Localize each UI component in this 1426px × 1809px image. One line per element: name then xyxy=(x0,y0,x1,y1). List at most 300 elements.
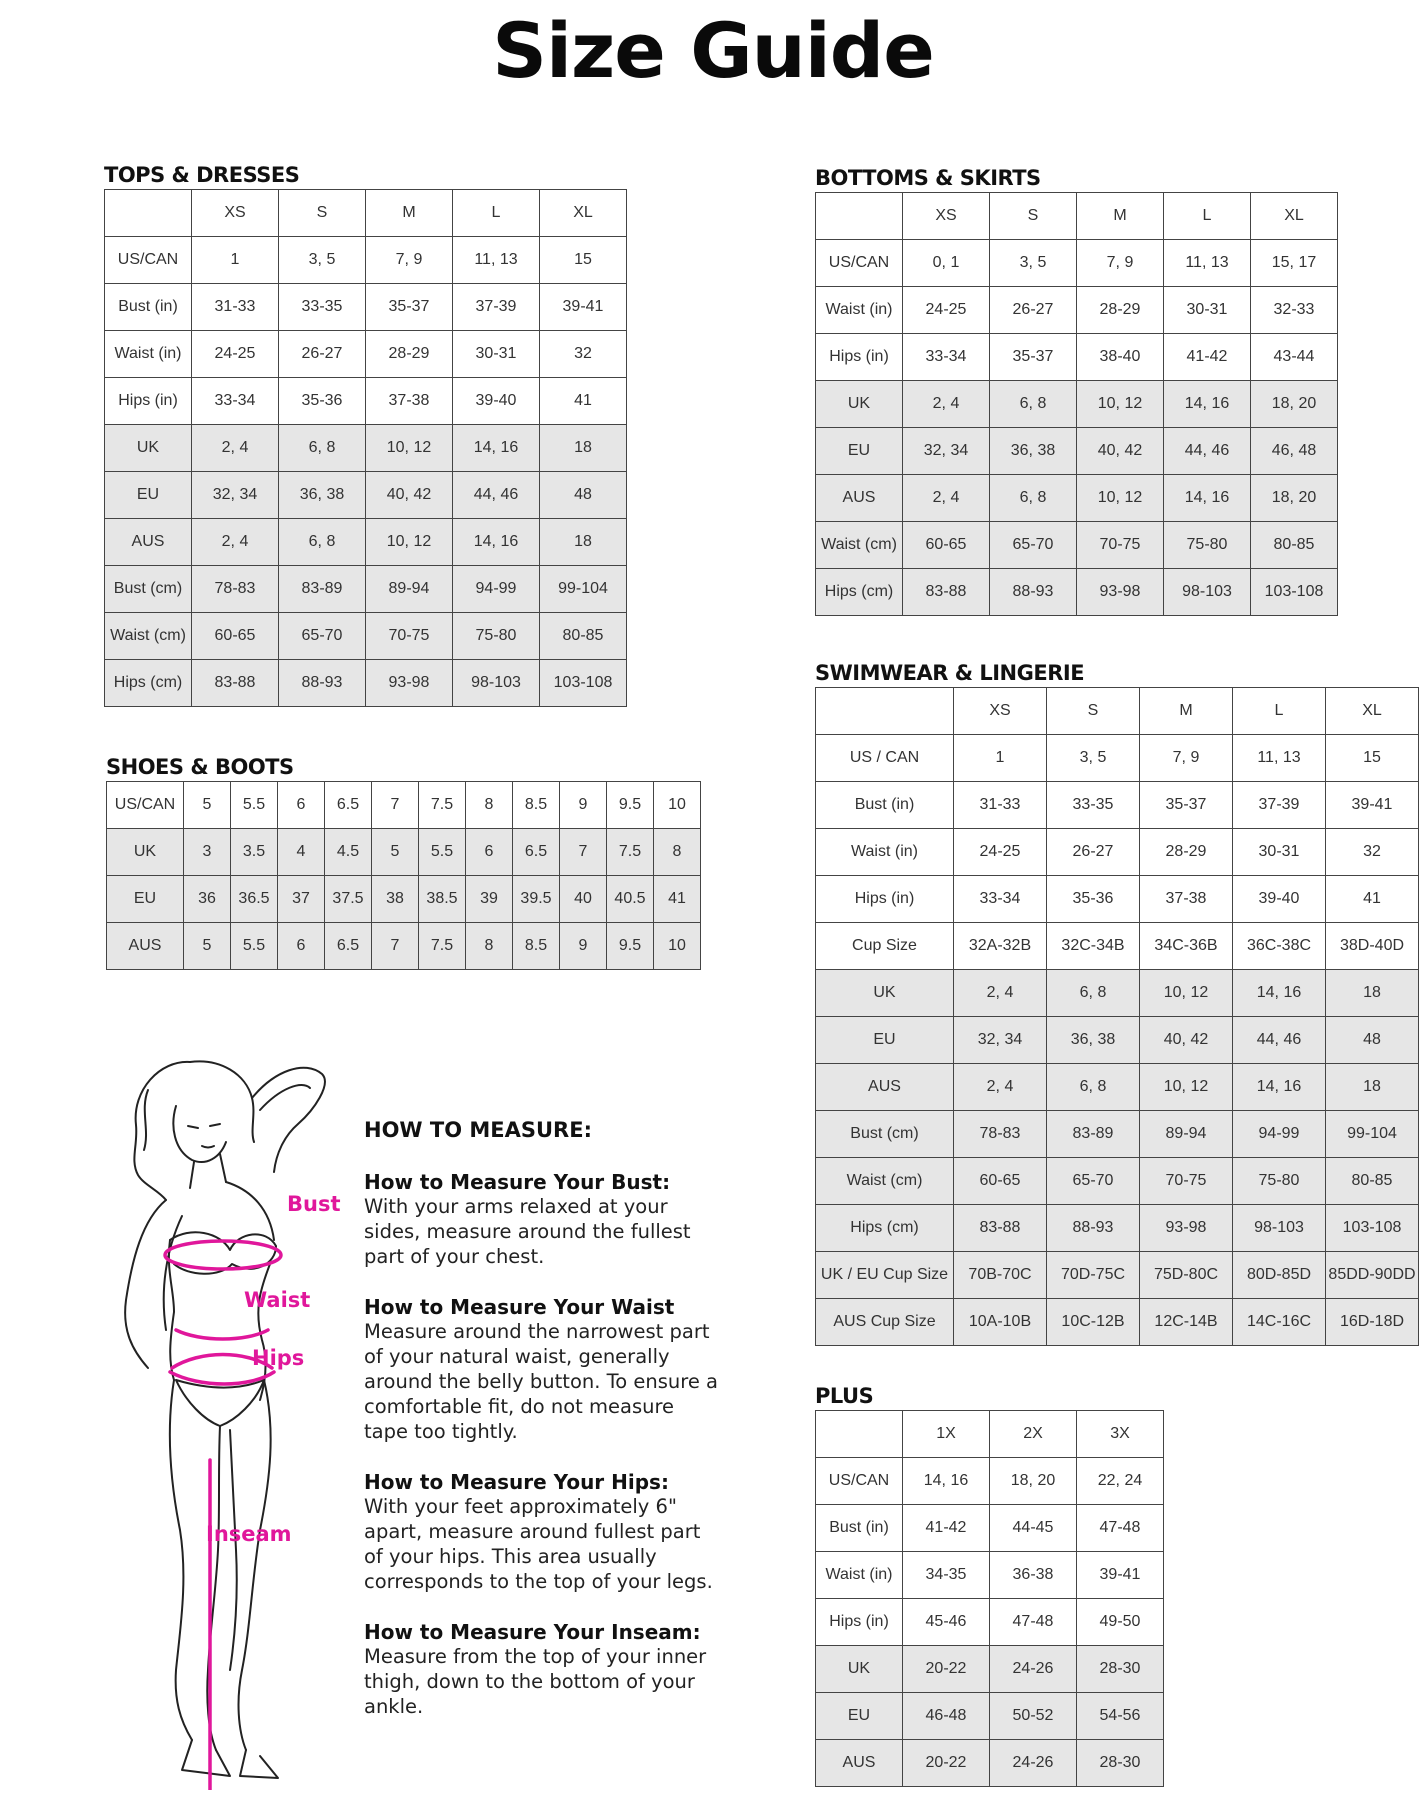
row-label: Bust (cm) xyxy=(105,566,192,613)
table-cell: 39.5 xyxy=(513,876,560,923)
column-header: L xyxy=(453,190,540,237)
table-cell: 28-29 xyxy=(366,331,453,378)
row-label: Bust (in) xyxy=(105,284,192,331)
table-cell: 37-38 xyxy=(1140,876,1233,923)
table-cell: 28-30 xyxy=(1077,1646,1164,1693)
table-row xyxy=(105,566,627,613)
table-cell: 24-26 xyxy=(990,1646,1077,1693)
table-cell: 36C-38C xyxy=(1233,923,1326,970)
table-row xyxy=(816,569,1338,616)
table-cell: 33-35 xyxy=(279,284,366,331)
step-title: How to Measure Your Bust: xyxy=(364,1170,671,1194)
table-cell: 10, 12 xyxy=(366,425,453,472)
bust-instructions xyxy=(364,1170,724,1269)
table-cell: 36.5 xyxy=(231,876,278,923)
waist-label: Waist xyxy=(244,1288,311,1312)
table-cell: 32A-32B xyxy=(954,923,1047,970)
hips-instructions xyxy=(364,1470,724,1594)
table-cell: 14, 16 xyxy=(453,425,540,472)
table-cell: 33-34 xyxy=(192,378,279,425)
body-measurement-figure xyxy=(70,1050,370,1790)
table-cell: 35-36 xyxy=(279,378,366,425)
step-text: Measure from the top of your inner thigh, down to the bottom of your ankle. xyxy=(364,1645,707,1718)
table-cell: 15, 17 xyxy=(1251,240,1338,287)
table-row xyxy=(105,331,627,378)
table-cell: 36, 38 xyxy=(279,472,366,519)
table-cell: 65-70 xyxy=(990,522,1077,569)
table-cell: 24-25 xyxy=(903,287,990,334)
table-cell: 3 xyxy=(184,829,231,876)
table-cell: 75-80 xyxy=(1233,1158,1326,1205)
table-cell: 37-39 xyxy=(453,284,540,331)
table-cell: 38D-40D xyxy=(1326,923,1419,970)
table-row xyxy=(816,1505,1164,1552)
table-row xyxy=(816,334,1338,381)
table-cell: 60-65 xyxy=(903,522,990,569)
table-cell: 6.5 xyxy=(325,923,372,970)
table-cell: 31-33 xyxy=(954,782,1047,829)
row-label: Hips (in) xyxy=(816,1599,903,1646)
row-label: AUS xyxy=(107,923,184,970)
page-title: Size Guide xyxy=(492,6,934,95)
tops-section xyxy=(104,163,627,707)
table-cell: 41-42 xyxy=(1164,334,1251,381)
row-label: AUS xyxy=(816,475,903,522)
table-cell: 8 xyxy=(466,782,513,829)
table-cell: 85DD-90DD xyxy=(1326,1252,1419,1299)
table-cell: 8.5 xyxy=(513,782,560,829)
table-cell: 44, 46 xyxy=(1164,428,1251,475)
column-header: XS xyxy=(903,193,990,240)
table-row xyxy=(816,1252,1419,1299)
table-cell: 5.5 xyxy=(231,782,278,829)
inseam-label: Inseam xyxy=(206,1522,292,1546)
table-row xyxy=(105,613,627,660)
table-cell: 26-27 xyxy=(279,331,366,378)
row-label: Waist (in) xyxy=(816,287,903,334)
step-text: With your feet approximately 6" apart, measure around fullest part of your hips. This area usually corresponds to the top of your legs. xyxy=(364,1495,713,1593)
row-label: AUS Cup Size xyxy=(816,1299,954,1346)
row-label: Waist (cm) xyxy=(105,613,192,660)
table-cell: 18, 20 xyxy=(1251,381,1338,428)
table-cell: 37.5 xyxy=(325,876,372,923)
table-cell: 83-88 xyxy=(954,1205,1047,1252)
column-header xyxy=(105,190,192,237)
table-row xyxy=(816,1158,1419,1205)
table-row xyxy=(816,287,1338,334)
table-row xyxy=(816,876,1419,923)
how-to-measure xyxy=(364,1118,724,1745)
table-cell: 5 xyxy=(372,829,419,876)
table-cell: 1 xyxy=(192,237,279,284)
table-cell: 83-88 xyxy=(192,660,279,707)
table-cell: 33-35 xyxy=(1047,782,1140,829)
step-title: How to Measure Your Waist xyxy=(364,1295,675,1319)
table-cell: 10 xyxy=(654,782,701,829)
plus-table xyxy=(815,1410,1164,1787)
table-row xyxy=(816,1111,1419,1158)
tops-title: TOPS & DRESSES xyxy=(104,163,300,187)
table-row xyxy=(107,923,701,970)
table-cell: 47-48 xyxy=(1077,1505,1164,1552)
table-cell: 12C-14B xyxy=(1140,1299,1233,1346)
table-cell: 39-41 xyxy=(540,284,627,331)
table-cell: 75-80 xyxy=(1164,522,1251,569)
table-cell: 7.5 xyxy=(419,923,466,970)
table-row xyxy=(816,522,1338,569)
table-cell: 22, 24 xyxy=(1077,1458,1164,1505)
table-row xyxy=(816,1064,1419,1111)
table-cell: 2, 4 xyxy=(192,519,279,566)
table-row xyxy=(107,829,701,876)
table-cell: 32-33 xyxy=(1251,287,1338,334)
table-cell: 8 xyxy=(466,923,513,970)
table-row xyxy=(105,378,627,425)
table-cell: 8 xyxy=(654,829,701,876)
table-cell: 44, 46 xyxy=(1233,1017,1326,1064)
table-cell: 10, 12 xyxy=(1140,1064,1233,1111)
table-cell: 41-42 xyxy=(903,1505,990,1552)
table-cell: 75-80 xyxy=(453,613,540,660)
table-cell: 50-52 xyxy=(990,1693,1077,1740)
row-label: EU xyxy=(816,428,903,475)
table-cell: 10C-12B xyxy=(1047,1299,1140,1346)
column-header: XL xyxy=(1251,193,1338,240)
table-cell: 2, 4 xyxy=(192,425,279,472)
row-label: Waist (cm) xyxy=(816,1158,954,1205)
table-row xyxy=(107,876,701,923)
tops-table xyxy=(104,189,627,707)
row-label: UK xyxy=(816,381,903,428)
bust-label: Bust xyxy=(287,1192,341,1216)
row-label: Waist (in) xyxy=(816,829,954,876)
table-cell: 40, 42 xyxy=(366,472,453,519)
row-label: Bust (in) xyxy=(816,1505,903,1552)
table-cell: 7, 9 xyxy=(1140,735,1233,782)
table-cell: 2, 4 xyxy=(954,1064,1047,1111)
table-cell: 40, 42 xyxy=(1077,428,1164,475)
table-row xyxy=(816,829,1419,876)
column-header: S xyxy=(1047,688,1140,735)
table-row xyxy=(816,1740,1164,1787)
table-cell: 38.5 xyxy=(419,876,466,923)
table-cell: 7.5 xyxy=(419,782,466,829)
table-cell: 34-35 xyxy=(903,1552,990,1599)
row-label: US/CAN xyxy=(816,1458,903,1505)
table-cell: 40 xyxy=(560,876,607,923)
column-header: XL xyxy=(540,190,627,237)
table-cell: 7, 9 xyxy=(366,237,453,284)
table-cell: 99-104 xyxy=(540,566,627,613)
header-row xyxy=(816,688,1419,735)
table-row xyxy=(816,240,1338,287)
table-cell: 70B-70C xyxy=(954,1252,1047,1299)
plus-title: PLUS xyxy=(815,1384,874,1408)
table-row xyxy=(105,425,627,472)
table-cell: 10A-10B xyxy=(954,1299,1047,1346)
table-cell: 83-89 xyxy=(279,566,366,613)
table-cell: 4 xyxy=(278,829,325,876)
table-cell: 24-26 xyxy=(990,1740,1077,1787)
table-cell: 75D-80C xyxy=(1140,1252,1233,1299)
shoes-section xyxy=(106,755,701,970)
table-cell: 103-108 xyxy=(1251,569,1338,616)
table-cell: 39 xyxy=(466,876,513,923)
how-to-measure-title: HOW TO MEASURE: xyxy=(364,1118,592,1142)
row-label: Hips (in) xyxy=(816,876,954,923)
table-cell: 30-31 xyxy=(1233,829,1326,876)
step-title: How to Measure Your Hips: xyxy=(364,1470,669,1494)
table-cell: 36, 38 xyxy=(990,428,1077,475)
table-row xyxy=(816,923,1419,970)
table-cell: 93-98 xyxy=(1077,569,1164,616)
table-row xyxy=(816,1299,1419,1346)
hips-label: Hips xyxy=(252,1346,305,1370)
column-header: S xyxy=(279,190,366,237)
table-cell: 60-65 xyxy=(954,1158,1047,1205)
table-row xyxy=(816,1693,1164,1740)
column-header: 3X xyxy=(1077,1411,1164,1458)
table-cell: 14, 16 xyxy=(1233,1064,1326,1111)
table-cell: 32, 34 xyxy=(954,1017,1047,1064)
table-cell: 41 xyxy=(540,378,627,425)
table-cell: 98-103 xyxy=(1164,569,1251,616)
table-cell: 0, 1 xyxy=(903,240,990,287)
table-cell: 28-29 xyxy=(1077,287,1164,334)
table-cell: 18 xyxy=(1326,1064,1419,1111)
table-cell: 4.5 xyxy=(325,829,372,876)
table-cell: 39-41 xyxy=(1326,782,1419,829)
row-label: UK xyxy=(816,1646,903,1693)
table-row xyxy=(105,472,627,519)
table-cell: 2, 4 xyxy=(954,970,1047,1017)
plus-section xyxy=(815,1384,1164,1787)
table-cell: 18 xyxy=(1326,970,1419,1017)
table-row xyxy=(816,428,1338,475)
table-cell: 18, 20 xyxy=(990,1458,1077,1505)
table-cell: 40, 42 xyxy=(1140,1017,1233,1064)
row-label: AUS xyxy=(816,1740,903,1787)
table-cell: 6, 8 xyxy=(1047,970,1140,1017)
table-cell: 54-56 xyxy=(1077,1693,1164,1740)
table-cell: 32, 34 xyxy=(903,428,990,475)
row-label: UK / EU Cup Size xyxy=(816,1252,954,1299)
table-cell: 44-45 xyxy=(990,1505,1077,1552)
column-header: S xyxy=(990,193,1077,240)
row-label: EU xyxy=(105,472,192,519)
table-cell: 5 xyxy=(184,923,231,970)
table-cell: 18 xyxy=(540,519,627,566)
table-cell: 35-36 xyxy=(1047,876,1140,923)
row-label: UK xyxy=(816,970,954,1017)
table-cell: 89-94 xyxy=(1140,1111,1233,1158)
table-cell: 1 xyxy=(954,735,1047,782)
table-cell: 15 xyxy=(540,237,627,284)
table-cell: 60-65 xyxy=(192,613,279,660)
table-row xyxy=(816,782,1419,829)
table-cell: 5 xyxy=(184,782,231,829)
table-cell: 36, 38 xyxy=(1047,1017,1140,1064)
table-cell: 38-40 xyxy=(1077,334,1164,381)
table-row xyxy=(816,475,1338,522)
table-cell: 10, 12 xyxy=(1140,970,1233,1017)
swim-section xyxy=(815,661,1419,1346)
table-cell: 14C-16C xyxy=(1233,1299,1326,1346)
table-cell: 6, 8 xyxy=(279,519,366,566)
table-cell: 30-31 xyxy=(1164,287,1251,334)
row-label: Bust (cm) xyxy=(816,1111,954,1158)
table-cell: 6 xyxy=(278,923,325,970)
row-label: Hips (in) xyxy=(816,334,903,381)
table-cell: 7, 9 xyxy=(1077,240,1164,287)
table-cell: 33-34 xyxy=(954,876,1047,923)
column-header: M xyxy=(1077,193,1164,240)
table-cell: 3, 5 xyxy=(1047,735,1140,782)
row-label: Waist (cm) xyxy=(816,522,903,569)
table-cell: 47-48 xyxy=(990,1599,1077,1646)
table-cell: 6, 8 xyxy=(1047,1064,1140,1111)
table-cell: 9 xyxy=(560,782,607,829)
table-cell: 32C-34B xyxy=(1047,923,1140,970)
table-row xyxy=(105,519,627,566)
row-label: Waist (in) xyxy=(816,1552,903,1599)
table-cell: 49-50 xyxy=(1077,1599,1164,1646)
bottoms-table xyxy=(815,192,1338,616)
table-cell: 89-94 xyxy=(366,566,453,613)
table-cell: 103-108 xyxy=(1326,1205,1419,1252)
table-cell: 9 xyxy=(560,923,607,970)
table-cell: 32 xyxy=(540,331,627,378)
table-cell: 7 xyxy=(372,923,419,970)
table-cell: 14, 16 xyxy=(1233,970,1326,1017)
table-row xyxy=(107,782,701,829)
table-cell: 11, 13 xyxy=(453,237,540,284)
table-row xyxy=(816,970,1419,1017)
table-cell: 5.5 xyxy=(419,829,466,876)
table-cell: 39-40 xyxy=(453,378,540,425)
column-header: M xyxy=(1140,688,1233,735)
table-cell: 24-25 xyxy=(192,331,279,378)
table-cell: 35-37 xyxy=(990,334,1077,381)
step-title: How to Measure Your Inseam: xyxy=(364,1620,701,1644)
table-cell: 7 xyxy=(372,782,419,829)
table-cell: 2, 4 xyxy=(903,381,990,428)
table-cell: 35-37 xyxy=(366,284,453,331)
row-label: Cup Size xyxy=(816,923,954,970)
table-cell: 70-75 xyxy=(1077,522,1164,569)
table-cell: 7 xyxy=(560,829,607,876)
table-cell: 14, 16 xyxy=(903,1458,990,1505)
row-label: EU xyxy=(816,1017,954,1064)
table-cell: 6.5 xyxy=(513,829,560,876)
table-cell: 93-98 xyxy=(1140,1205,1233,1252)
table-cell: 39-40 xyxy=(1233,876,1326,923)
row-label: Bust (in) xyxy=(816,782,954,829)
table-cell: 2, 4 xyxy=(903,475,990,522)
table-cell: 20-22 xyxy=(903,1740,990,1787)
table-cell: 80-85 xyxy=(1251,522,1338,569)
table-cell: 78-83 xyxy=(192,566,279,613)
row-label: AUS xyxy=(816,1064,954,1111)
column-header xyxy=(816,193,903,240)
table-cell: 6, 8 xyxy=(990,475,1077,522)
header-row xyxy=(105,190,627,237)
table-cell: 41 xyxy=(1326,876,1419,923)
swim-title: SWIMWEAR & LINGERIE xyxy=(815,661,1085,685)
table-cell: 15 xyxy=(1326,735,1419,782)
table-row xyxy=(105,660,627,707)
table-cell: 6, 8 xyxy=(990,381,1077,428)
table-cell: 39-41 xyxy=(1077,1552,1164,1599)
row-label: UK xyxy=(107,829,184,876)
column-header: XS xyxy=(192,190,279,237)
table-cell: 31-33 xyxy=(192,284,279,331)
table-cell: 94-99 xyxy=(1233,1111,1326,1158)
column-header: 2X xyxy=(990,1411,1077,1458)
table-row xyxy=(816,1458,1164,1505)
bottoms-title: BOTTOMS & SKIRTS xyxy=(815,166,1041,190)
column-header xyxy=(816,1411,903,1458)
table-cell: 14, 16 xyxy=(1164,381,1251,428)
row-label: Waist (in) xyxy=(105,331,192,378)
row-label: US / CAN xyxy=(816,735,954,782)
step-text: With your arms relaxed at your sides, measure around the fullest part of your chest. xyxy=(364,1195,691,1268)
table-cell: 28-30 xyxy=(1077,1740,1164,1787)
row-label: EU xyxy=(107,876,184,923)
table-cell: 18 xyxy=(540,425,627,472)
table-cell: 88-93 xyxy=(1047,1205,1140,1252)
table-cell: 43-44 xyxy=(1251,334,1338,381)
table-cell: 83-88 xyxy=(903,569,990,616)
table-cell: 30-31 xyxy=(453,331,540,378)
table-cell: 80-85 xyxy=(1326,1158,1419,1205)
table-cell: 88-93 xyxy=(279,660,366,707)
waist-instructions xyxy=(364,1295,724,1444)
column-header: XL xyxy=(1326,688,1419,735)
column-header: L xyxy=(1164,193,1251,240)
table-row xyxy=(816,1646,1164,1693)
table-cell: 41 xyxy=(654,876,701,923)
table-cell: 99-104 xyxy=(1326,1111,1419,1158)
table-cell: 11, 13 xyxy=(1164,240,1251,287)
table-cell: 32 xyxy=(1326,829,1419,876)
column-header xyxy=(816,688,954,735)
table-cell: 3, 5 xyxy=(279,237,366,284)
table-cell: 44, 46 xyxy=(453,472,540,519)
body-silhouette-icon xyxy=(70,1050,370,1790)
row-label: Hips (cm) xyxy=(105,660,192,707)
table-cell: 9.5 xyxy=(607,782,654,829)
table-cell: 34C-36B xyxy=(1140,923,1233,970)
table-cell: 5.5 xyxy=(231,923,278,970)
row-label: EU xyxy=(816,1693,903,1740)
table-cell: 6.5 xyxy=(325,782,372,829)
table-cell: 98-103 xyxy=(1233,1205,1326,1252)
table-cell: 3.5 xyxy=(231,829,278,876)
table-cell: 65-70 xyxy=(279,613,366,660)
table-cell: 48 xyxy=(540,472,627,519)
table-cell: 88-93 xyxy=(990,569,1077,616)
table-row xyxy=(105,237,627,284)
table-cell: 33-34 xyxy=(903,334,990,381)
header-row xyxy=(816,193,1338,240)
table-cell: 94-99 xyxy=(453,566,540,613)
table-cell: 10, 12 xyxy=(366,519,453,566)
table-cell: 83-89 xyxy=(1047,1111,1140,1158)
table-cell: 48 xyxy=(1326,1017,1419,1064)
row-label: AUS xyxy=(105,519,192,566)
table-cell: 14, 16 xyxy=(1164,475,1251,522)
